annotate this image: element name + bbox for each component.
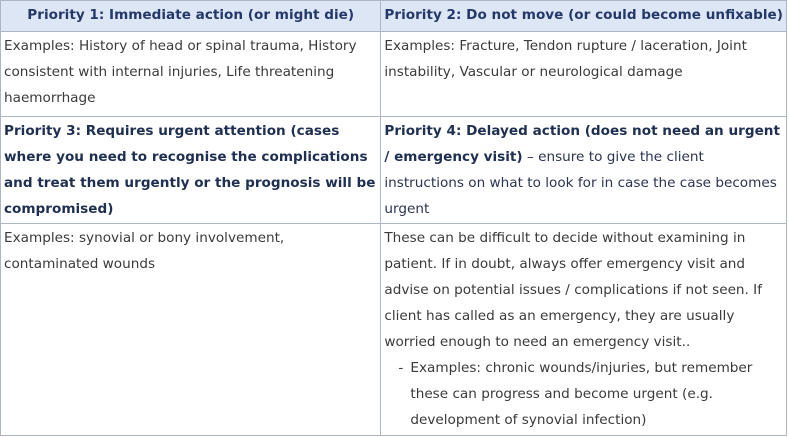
- priority-1-examples: Examples: History of head or spinal trauma, History consistent with internal injuries, Life threatening haemorrhage: [1, 32, 381, 117]
- priority-2-examples: Examples: Fracture, Tendon rupture / laceration, Joint instability, Vascular or neurological damage: [381, 32, 787, 117]
- priority-4-notes-cell: [381, 224, 787, 436]
- examples-row-1: [1, 32, 787, 117]
- priority-row-2: [1, 117, 787, 224]
- priority-4-heading: Priority 4: Delayed action (does not need an urgent / emergency visit): [384, 123, 780, 166]
- header-row: [1, 1, 787, 32]
- examples-row-2: [1, 224, 787, 436]
- bullet-list-item: [384, 355, 783, 433]
- priority-2-heading: Priority 2: Do not move (or could become unfixable): [381, 1, 787, 32]
- bullet-dash: -: [398, 360, 404, 377]
- bullet-text: Examples: chronic wounds/injuries, but remember these can progress and become urgent (e.g. development of synovial infection): [410, 360, 753, 429]
- priority-4-description: – ensure to give the client instructions on what to look for in case the case becomes urgent: [384, 149, 777, 218]
- priority-3-heading: Priority 3: Requires urgent attention (cases where you need to recognise the complications and treat them urgently or the prognosis will be compromised): [1, 117, 381, 224]
- priority-4-notes: These can be difficult to decide without examining in patient. If in doubt, always offer emergency visit and advise on potential issues / complications if not seen. If client has called as an emergency, they are usually worried enough to need an emergency visit..: [384, 230, 762, 351]
- priority-3-examples: Examples: synovial or bony involvement, contaminated wounds: [1, 224, 381, 436]
- priority-1-heading: Priority 1: Immediate action (or might die): [1, 1, 381, 32]
- priority-4-cell: [381, 117, 787, 224]
